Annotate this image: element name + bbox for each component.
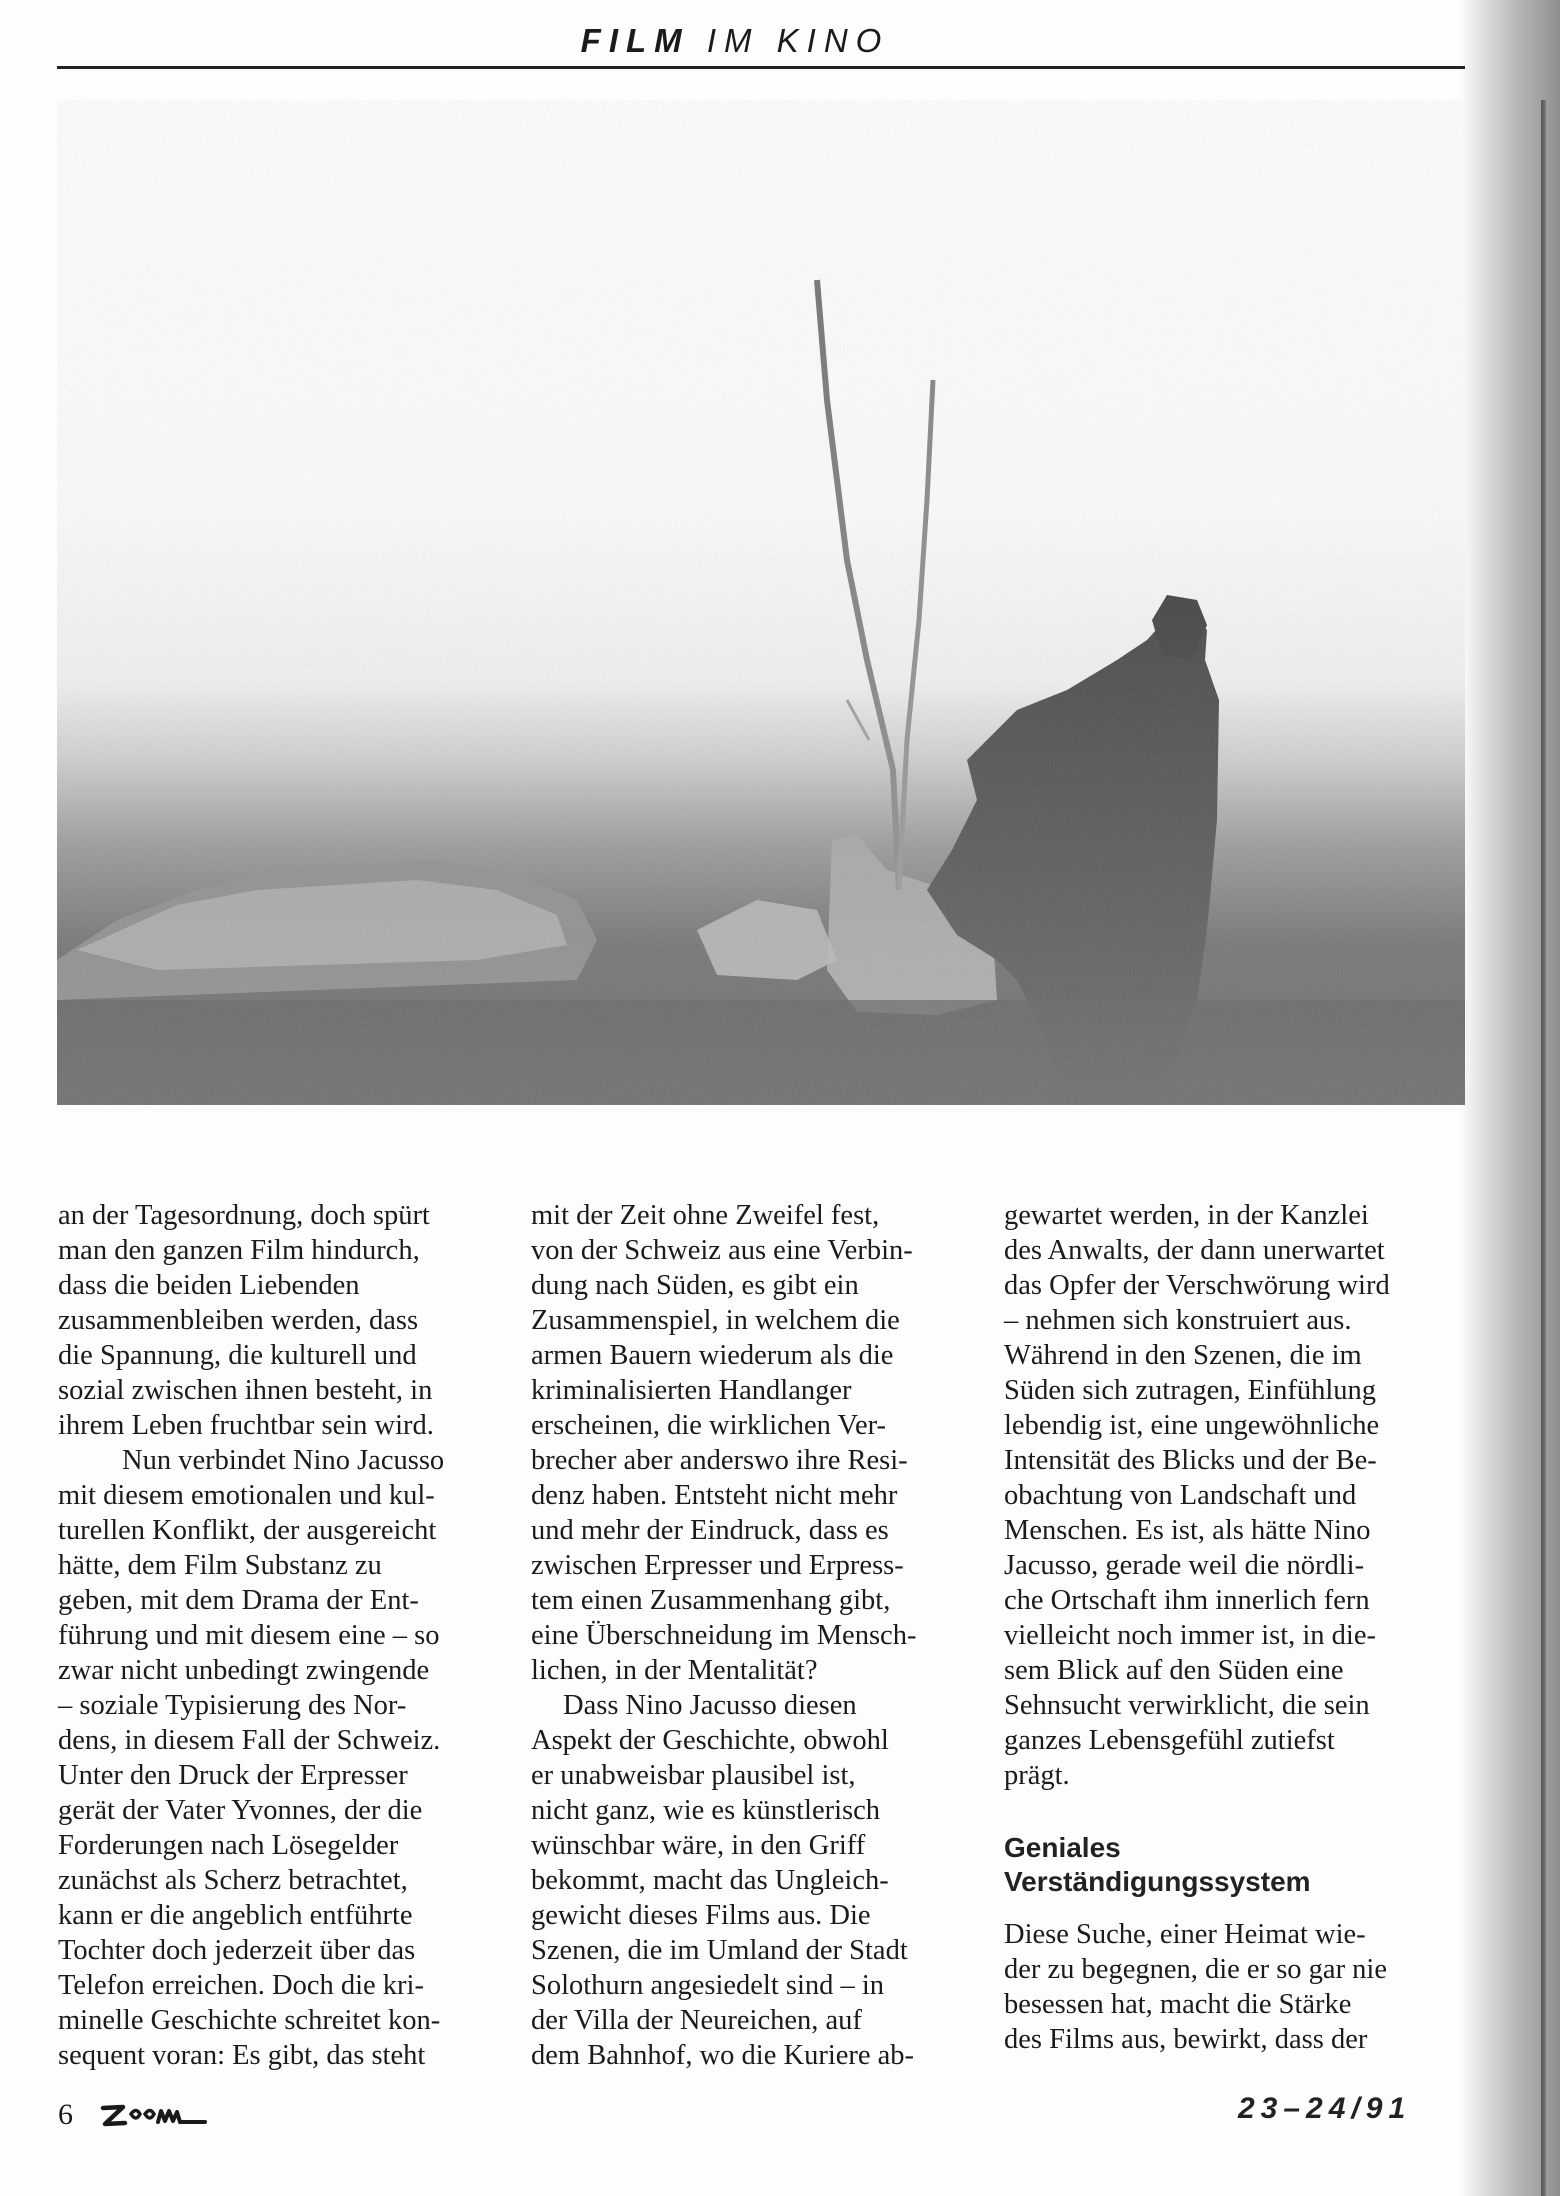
text-line: kriminalisierten Handlanger <box>531 1375 852 1406</box>
text-line: besessen hat, macht die Stärke <box>1004 1989 1352 2020</box>
text-line: des Films aus, bewirkt, dass der <box>1004 2024 1368 2055</box>
text-line: lichen, in der Mentalität? <box>531 1655 818 1686</box>
article-column-1 <box>58 1198 498 2073</box>
issue-number: 23–24/91 <box>1238 2092 1412 2125</box>
text-line: mit diesem emotionalen und kul- <box>58 1480 435 1511</box>
text-line: Szenen, die im Umland der Stadt <box>531 1935 908 1966</box>
paragraph <box>1004 1917 1474 2057</box>
text-line: des Anwalts, der dann unerwartet <box>1004 1235 1385 1266</box>
text-line: che Ortschaft ihm innerlich fern <box>1004 1585 1370 1616</box>
text-line: Diese Suche, einer Heimat wie- <box>1004 1919 1366 1950</box>
text-line: hätte, dem Film Substanz zu <box>58 1550 382 1581</box>
text-line: gerät der Vater Yvonnes, der die <box>58 1795 423 1826</box>
header-rule <box>57 66 1465 69</box>
text-line: sem Blick auf den Süden eine <box>1004 1655 1344 1686</box>
photo-illustration-icon <box>57 100 1465 1105</box>
text-line: sequent voran: Es gibt, das steht <box>58 2040 426 2071</box>
paragraph <box>531 1688 971 2073</box>
text-line: Menschen. Es ist, als hätte Nino <box>1004 1515 1371 1546</box>
section-header-bold: FILM <box>580 22 690 59</box>
subheading-line: Geniales <box>1004 1832 1121 1863</box>
text-line: zunächst als Scherz betrachtet, <box>58 1865 408 1896</box>
article-column-3 <box>1004 1198 1474 2057</box>
text-line: brecher aber anderswo ihre Resi- <box>531 1445 908 1476</box>
text-line: Intensität des Blicks und der Be- <box>1004 1445 1377 1476</box>
text-line: Unter den Druck der Erpresser <box>58 1760 408 1791</box>
text-line: und mehr der Eindruck, dass es <box>531 1515 889 1546</box>
text-line: Tochter doch jederzeit über das <box>58 1935 416 1966</box>
section-header-light: IM KINO <box>706 22 890 59</box>
text-line: Solothurn angesiedelt sind – in <box>531 1970 885 2001</box>
text-line: dung nach Süden, es gibt ein <box>531 1270 859 1301</box>
text-line: Dass Nino Jacusso diesen <box>563 1690 857 1721</box>
footer-left <box>58 2098 209 2132</box>
text-line: nicht ganz, wie es künstlerisch <box>531 1795 881 1826</box>
text-line: zwischen Erpresser und Erpress- <box>531 1550 904 1581</box>
text-line: Süden sich zutragen, Einfühlung <box>1004 1375 1377 1406</box>
text-line: zusammenbleiben werden, dass <box>58 1305 419 1336</box>
text-line: Nun verbindet Nino Jacusso <box>122 1445 445 1476</box>
paragraph <box>58 1443 498 2073</box>
text-line: geben, mit dem Drama der Ent- <box>58 1585 419 1616</box>
text-line: lebendig ist, eine ungewöhnliche <box>1004 1410 1380 1441</box>
text-line: erscheinen, die wirklichen Ver- <box>531 1410 887 1441</box>
text-line: bekommt, macht das Ungleich- <box>531 1865 889 1896</box>
text-line: turellen Konflikt, der ausgereicht <box>58 1515 437 1546</box>
text-line: Zusammenspiel, in welchem die <box>531 1305 900 1336</box>
text-line: das Opfer der Verschwörung wird <box>1004 1270 1390 1301</box>
text-line: denz haben. Entsteht nicht mehr <box>531 1480 898 1511</box>
text-line: führung und mit diesem eine – so <box>58 1620 440 1651</box>
paragraph <box>58 1198 498 1443</box>
text-line: dass die beiden Liebenden <box>58 1270 360 1301</box>
text-line: zwar nicht unbedingt zwingende <box>58 1655 430 1686</box>
text-line: – soziale Typisierung des Nor- <box>58 1690 407 1721</box>
text-line: ihrem Leben fruchtbar sein wird. <box>58 1410 434 1441</box>
text-line: Jacusso, gerade weil die nördli- <box>1004 1550 1365 1581</box>
subheading <box>1004 1831 1474 1899</box>
text-line: wünschbar wäre, in den Griff <box>531 1830 866 1861</box>
text-line: der Villa der Neureichen, auf <box>531 2005 862 2036</box>
text-line: dem Bahnhof, wo die Kuriere ab- <box>531 2040 915 2071</box>
text-line: von der Schweiz aus eine Verbin- <box>531 1235 913 1266</box>
text-line: gewicht dieses Films aus. Die <box>531 1900 871 1931</box>
article-column-2 <box>531 1198 971 2073</box>
film-still-photo <box>57 100 1465 1105</box>
page-number: 6 <box>58 2098 73 2131</box>
text-line: vielleicht noch immer ist, in die- <box>1004 1620 1376 1651</box>
text-line: Sehnsucht verwirklicht, die sein <box>1004 1690 1370 1721</box>
text-line: tem einen Zusammenhang gibt, <box>531 1585 891 1616</box>
page-binding-edge <box>1541 100 1546 2196</box>
text-line: kann er die angeblich entführte <box>58 1900 413 1931</box>
paragraph <box>531 1198 971 1688</box>
text-line: Telefon erreichen. Doch die kri- <box>58 1970 424 2001</box>
text-line: sozial zwischen ihnen besteht, in <box>58 1375 433 1406</box>
text-line: minelle Geschichte schreitet kon- <box>58 2005 441 2036</box>
text-line: armen Bauern wiederum als die <box>531 1340 894 1371</box>
text-line: obachtung von Landschaft und <box>1004 1480 1357 1511</box>
text-line: prägt. <box>1004 1760 1070 1791</box>
paragraph <box>1004 1198 1474 1793</box>
text-line: die Spannung, die kulturell und <box>58 1340 417 1371</box>
text-line: gewartet werden, in der Kanzlei <box>1004 1200 1369 1231</box>
section-header <box>0 22 1470 60</box>
text-line: mit der Zeit ohne Zweifel fest, <box>531 1200 880 1231</box>
text-line: dens, in diesem Fall der Schweiz. <box>58 1725 441 1756</box>
text-line: an der Tagesordnung, doch spürt <box>58 1200 430 1231</box>
text-line: – nehmen sich konstruiert aus. <box>1004 1305 1352 1336</box>
text-line: er unabweisbar plausibel ist, <box>531 1760 856 1791</box>
zoom-logo-icon <box>99 2100 209 2130</box>
text-line: ganzes Lebensgefühl zutiefst <box>1004 1725 1335 1756</box>
text-line: man den ganzen Film hindurch, <box>58 1235 420 1266</box>
text-line: Aspekt der Geschichte, obwohl <box>531 1725 889 1756</box>
subheading-line: Verständigungssystem <box>1004 1866 1311 1897</box>
text-line: Forderungen nach Lösegelder <box>58 1830 399 1861</box>
text-line: eine Überschneidung im Mensch- <box>531 1620 917 1651</box>
text-line: der zu begegnen, die er so gar nie <box>1004 1954 1387 1985</box>
text-line: Während in den Szenen, die im <box>1004 1340 1362 1371</box>
